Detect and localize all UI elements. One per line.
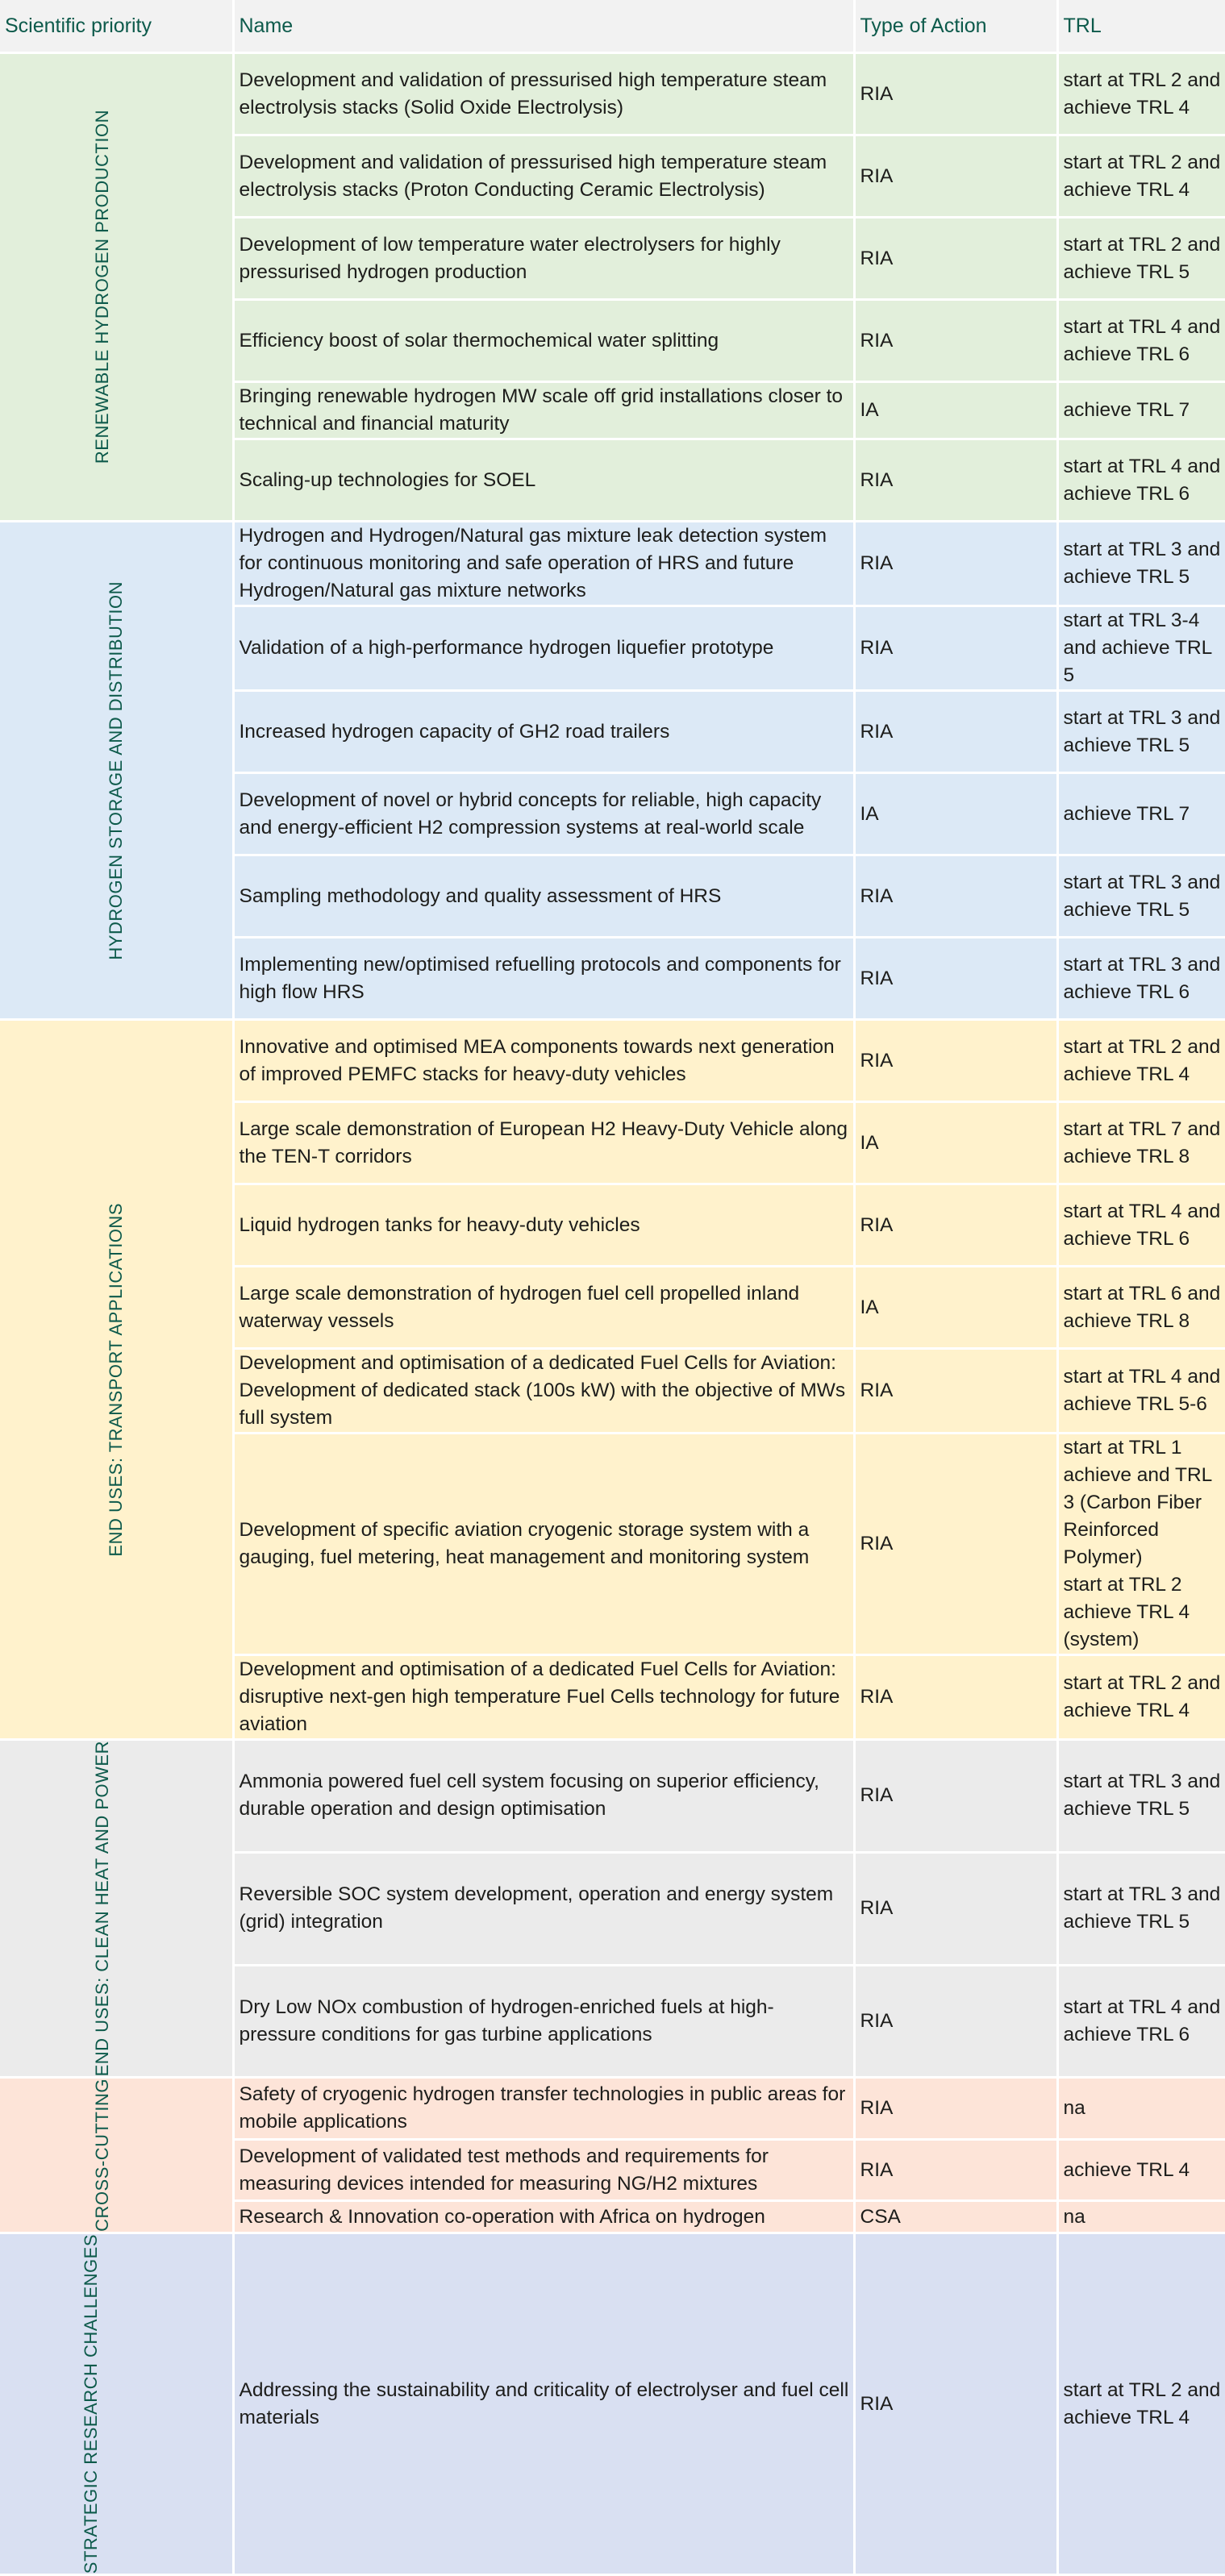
- priority-label-cross-cutting: CROSS-CUTTING: [91, 2079, 112, 2233]
- trl-value: start at TRL 6 and achieve TRL 8: [1057, 1267, 1225, 1349]
- trl-value: start at TRL 3-4 and achieve TRL 5: [1057, 606, 1225, 691]
- call-name: Validation of a high-performance hydrogen liquefier prototype: [233, 606, 854, 691]
- type-of-action: RIA: [854, 1965, 1057, 2078]
- call-name: Large scale demonstration of hydrogen fuel cell propelled inland waterway vessels: [233, 1267, 854, 1349]
- trl-value: na: [1057, 2078, 1225, 2139]
- trl-value: achieve TRL 7: [1057, 382, 1225, 439]
- trl-value: start at TRL 4 and achieve TRL 5-6: [1057, 1349, 1225, 1434]
- type-of-action: RIA: [854, 1852, 1057, 1965]
- table-row: [0, 2078, 1225, 2139]
- trl-value: achieve TRL 7: [1057, 773, 1225, 855]
- priority-cell-storage: [0, 522, 233, 1020]
- priority-cell-transport: [0, 1020, 233, 1740]
- priority-label-transport: END USES: TRANSPORT APPLICATIONS: [105, 1202, 126, 1557]
- call-name: Innovative and optimised MEA components towards next generation of improved PEMFC stacks for heavy-duty vehicles: [233, 1020, 854, 1102]
- table-header-row: [0, 0, 1225, 53]
- type-of-action: RIA: [854, 1434, 1057, 1655]
- trl-value: start at TRL 4 and achieve TRL 6: [1057, 1184, 1225, 1267]
- trl-value: start at TRL 4 and achieve TRL 6: [1057, 1965, 1225, 2078]
- trl-value: start at TRL 3 and achieve TRL 5: [1057, 1852, 1225, 1965]
- type-of-action: RIA: [854, 135, 1057, 218]
- trl-value: start at TRL 2 and achieve TRL 4: [1057, 1020, 1225, 1102]
- call-name: Dry Low NOx combustion of hydrogen-enriched fuels at high-pressure conditions for gas turbine applications: [233, 1965, 854, 2078]
- trl-value: start at TRL 2 and achieve TRL 4: [1057, 53, 1225, 135]
- type-of-action: RIA: [854, 2078, 1057, 2139]
- trl-value: start at TRL 2 and achieve TRL 4: [1057, 2233, 1225, 2575]
- type-of-action: RIA: [854, 300, 1057, 382]
- trl-value: start at TRL 4 and achieve TRL 6: [1057, 439, 1225, 522]
- trl-value: start at TRL 2 and achieve TRL 5: [1057, 218, 1225, 300]
- trl-value-part-a: start at TRL 1 achieve and TRL 3 (Carbon Fiber Reinforced Polymer): [1063, 1437, 1212, 1568]
- priority-label-heat-power: END USES: CLEAN HEAT AND POWER: [91, 1741, 112, 2077]
- trl-value: start at TRL 3 and achieve TRL 5: [1057, 855, 1225, 938]
- table-row: [0, 1020, 1225, 1102]
- call-name: Development of novel or hybrid concepts for reliable, high capacity and energy-efficient H2 compression systems at real-world scale: [233, 773, 854, 855]
- type-of-action: RIA: [854, 938, 1057, 1020]
- table-row: [0, 53, 1225, 135]
- call-name: Development of low temperature water electrolysers for highly pressurised hydrogen production: [233, 218, 854, 300]
- type-of-action: IA: [854, 382, 1057, 439]
- header-name: Name: [233, 0, 854, 53]
- type-of-action: RIA: [854, 1740, 1057, 1853]
- call-name: Sampling methodology and quality assessment of HRS: [233, 855, 854, 938]
- trl-value: start at TRL 3 and achieve TRL 6: [1057, 938, 1225, 1020]
- trl-value: start at TRL 2 and achieve TRL 4: [1057, 135, 1225, 218]
- call-name: Large scale demonstration of European H2 Heavy-Duty Vehicle along the TEN-T corridors: [233, 1102, 854, 1184]
- type-of-action: RIA: [854, 1184, 1057, 1267]
- table-row: [0, 2233, 1225, 2575]
- table-row: [0, 522, 1225, 606]
- call-name: Development and validation of pressurised high temperature steam electrolysis stacks (Solid Oxide Electrolysis): [233, 53, 854, 135]
- trl-value-part-b: start at TRL 2 achieve TRL 4 (system): [1063, 1574, 1190, 1650]
- type-of-action: RIA: [854, 691, 1057, 773]
- type-of-action: RIA: [854, 2139, 1057, 2200]
- trl-value: start at TRL 7 and achieve TRL 8: [1057, 1102, 1225, 1184]
- trl-value: [1057, 1434, 1225, 1655]
- trl-value: na: [1057, 2201, 1225, 2233]
- priority-cell-strategic: [0, 2233, 233, 2575]
- priority-cell-renewable: [0, 53, 233, 522]
- call-name: Development and validation of pressurised high temperature steam electrolysis stacks (Proton Conducting Ceramic Electrolysis): [233, 135, 854, 218]
- trl-value: start at TRL 2 and achieve TRL 4: [1057, 1655, 1225, 1740]
- trl-value: start at TRL 3 and achieve TRL 5: [1057, 522, 1225, 606]
- call-name: Increased hydrogen capacity of GH2 road trailers: [233, 691, 854, 773]
- trl-value: start at TRL 3 and achieve TRL 5: [1057, 691, 1225, 773]
- type-of-action: IA: [854, 1267, 1057, 1349]
- table-row: [0, 1740, 1225, 1853]
- trl-value: start at TRL 3 and achieve TRL 5: [1057, 1740, 1225, 1853]
- type-of-action: IA: [854, 773, 1057, 855]
- priority-label-strategic: STRATEGIC RESEARCH CHALLENGES: [80, 2234, 101, 2574]
- call-name: Safety of cryogenic hydrogen transfer technologies in public areas for mobile applications: [233, 2078, 854, 2139]
- type-of-action: IA: [854, 1102, 1057, 1184]
- type-of-action: RIA: [854, 1349, 1057, 1434]
- call-name: Ammonia powered fuel cell system focusing on superior efficiency, durable operation and design optimisation: [233, 1740, 854, 1853]
- header-scientific-priority: Scientific priority: [0, 0, 233, 53]
- trl-value: start at TRL 4 and achieve TRL 6: [1057, 300, 1225, 382]
- priority-label-renewable: RENEWABLE HYDROGEN PRODUCTION: [91, 110, 112, 464]
- trl-value: achieve TRL 4: [1057, 2139, 1225, 2200]
- header-type-of-action: Type of Action: [854, 0, 1057, 53]
- type-of-action: RIA: [854, 2233, 1057, 2575]
- call-name: Research & Innovation co-operation with Africa on hydrogen: [233, 2201, 854, 2233]
- call-name: Development of specific aviation cryogenic storage system with a gauging, fuel metering, heat management and monitoring system: [233, 1434, 854, 1655]
- type-of-action: CSA: [854, 2201, 1057, 2233]
- call-name: Efficiency boost of solar thermochemical water splitting: [233, 300, 854, 382]
- type-of-action: RIA: [854, 855, 1057, 938]
- call-name: Bringing renewable hydrogen MW scale off grid installations closer to technical and financial maturity: [233, 382, 854, 439]
- priority-label-storage: HYDROGEN STORAGE AND DISTRIBUTION: [105, 581, 126, 960]
- type-of-action: RIA: [854, 606, 1057, 691]
- call-name: Scaling-up technologies for SOEL: [233, 439, 854, 522]
- type-of-action: RIA: [854, 522, 1057, 606]
- type-of-action: RIA: [854, 1020, 1057, 1102]
- type-of-action: RIA: [854, 1655, 1057, 1740]
- call-name: Hydrogen and Hydrogen/Natural gas mixture leak detection system for continuous monitoring and safe operation of HRS and future Hydrogen/Natural gas mixture networks: [233, 522, 854, 606]
- priority-cell-heat-power: [0, 1740, 233, 2078]
- call-name: Development and optimisation of a dedicated Fuel Cells for Aviation: disruptive next-gen high temperature Fuel Cells technology for future aviation: [233, 1655, 854, 1740]
- type-of-action: RIA: [854, 439, 1057, 522]
- type-of-action: RIA: [854, 218, 1057, 300]
- call-name: Implementing new/optimised refuelling protocols and components for high flow HRS: [233, 938, 854, 1020]
- header-trl: TRL: [1057, 0, 1225, 53]
- priority-cell-cross-cutting: [0, 2078, 233, 2233]
- call-name: Development of validated test methods and requirements for measuring devices intended for measuring NG/H2 mixtures: [233, 2139, 854, 2200]
- call-name: Liquid hydrogen tanks for heavy-duty vehicles: [233, 1184, 854, 1267]
- call-name: Development and optimisation of a dedicated Fuel Cells for Aviation: Development of dedicated stack (100s kW) with the objective of MWs full system: [233, 1349, 854, 1434]
- type-of-action: RIA: [854, 53, 1057, 135]
- call-name: Addressing the sustainability and criticality of electrolyser and fuel cell materials: [233, 2233, 854, 2575]
- call-name: Reversible SOC system development, operation and energy system (grid) integration: [233, 1852, 854, 1965]
